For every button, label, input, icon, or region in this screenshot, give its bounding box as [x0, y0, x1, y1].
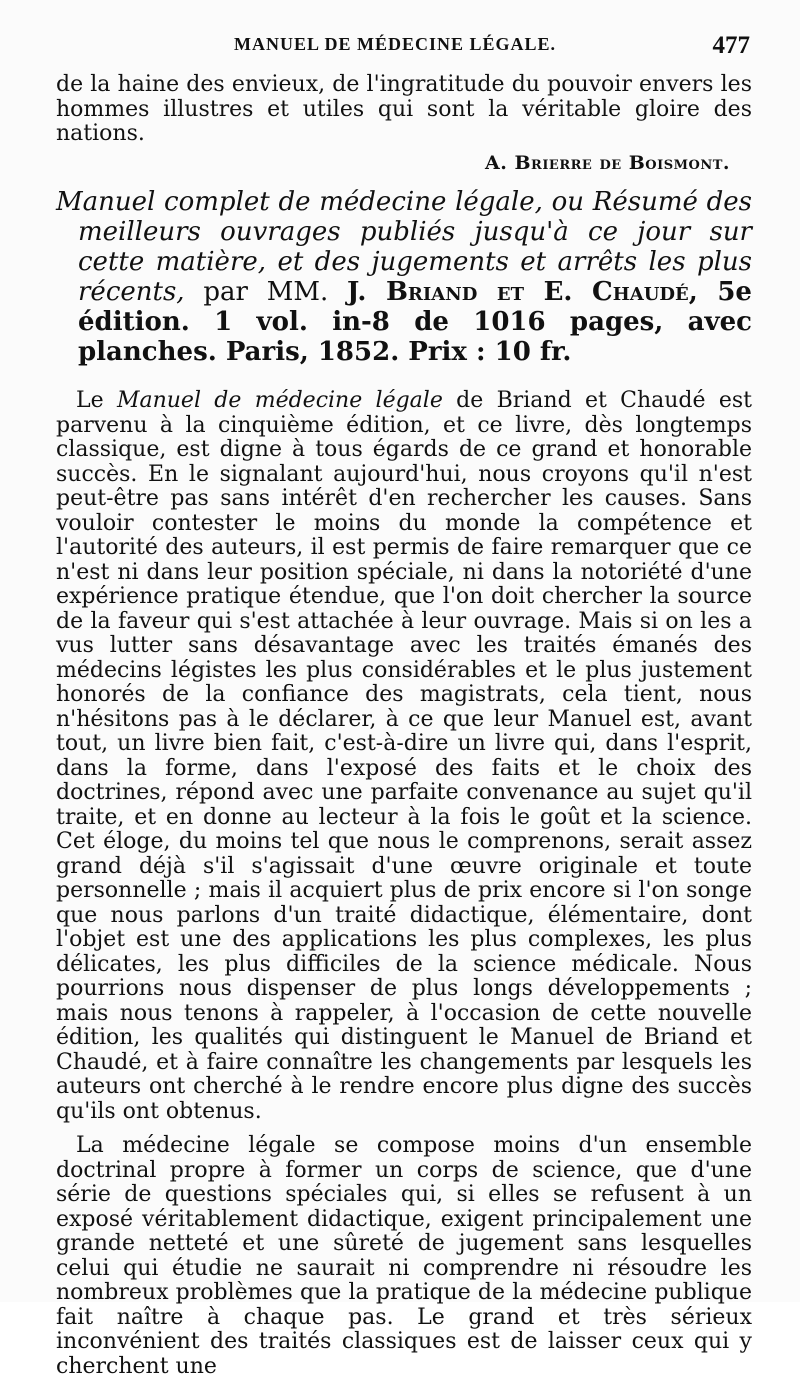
book-publication: , 5e édition. 1 vol. in-8 de 1016 pages, avec planches. Paris, 1852. Prix : 10 fr. — [78, 277, 752, 367]
book-title: Manuel complet de médecine légale, ou Résumé des meilleurs ouvrages publiés jusqu'à ce jour sur cette matière, et des jugements et arrêts les plus récents, — [56, 187, 752, 307]
p1-lead: Le — [76, 388, 117, 413]
signature — [56, 151, 730, 176]
book-by: par MM. — [184, 277, 348, 307]
p1-title: Manuel de médecine légale — [116, 388, 443, 413]
running-header — [56, 34, 752, 64]
book-entry — [56, 187, 752, 367]
paragraph-1 — [56, 389, 752, 1124]
page-number: 477 — [712, 32, 750, 59]
book-authors: J. Briand et E. Chaudé — [347, 277, 689, 307]
signature-initial: A. — [484, 151, 508, 174]
quote-end-paragraph: de la haine des envieux, de l'ingratitude du pouvoir envers les hommes illustres et utiles qui sont la véritable gloire des nations. — [56, 72, 752, 146]
body-text — [56, 73, 752, 1379]
paragraph-2: La médecine légale se compose moins d'un ensemble doctrinal propre à former un corps de science, que d'une série de questions spéciales qui, si elles se refusent à un exposé véritablement didactique, exigent principalement une grande netteté et une sûreté de jugement sans lesquelles celui qui étudie ne saurait ni comprendre ni résoudre les nombreux problèmes que la pratique de la médecine publique fait naître à chaque pas. Le grand et très sérieux inconvénient des traités classiques est de laisser ceux qui y cherchent une — [56, 1133, 752, 1379]
header-title: MANUEL DE MÉDECINE LÉGALE. — [234, 34, 557, 54]
p1-rest: de Briand et Chaudé est parvenu à la cinquième édition, et ce livre, dès longtemps classique, est digne à tous égards de ce grand et honorable succès. En le signalant aujourd'hui, nous croyons qu'il n'est peut-être pas sans intérêt d'en rechercher les causes. Sans vouloir contester le moins du monde la compétence et l'autorité des auteurs, il est permis de faire remarquer que ce n'est ni dans leur position spéciale, ni dans la notoriété d'une expérience pratique étendue, que l'on doit chercher la source de la faveur qui s'est attachée à leur ouvrage. Mais si on les a vus lutter sans désavantage avec les traités émanés des médecins légistes les plus considérables et le plus justement honorés de la confiance des magistrats, cela tient, nous n'hésitons pas à le déclarer, à ce que leur Manuel est, avant tout, un livre bien fait, c'est-à-dire un livre qui, dans l'esprit, dans la forme, dans l'exposé des faits et le choix des doctrines, répond avec une parfaite convenance au sujet qu'il traite, et en donne au lecteur à la fois le goût et la science. Cet éloge, du moins tel que nous le comprenons, serait assez grand déjà s'il s'agissait d'une œuvre originale et toute personnelle ; mais il acquiert plus de prix encore si l'on songe que nous parlons d'un traité didactique, élémentaire, dont l'objet est une des applications les plus complexes, les plus délicates, les plus difficiles de la science médicale. Nous pourrions nous dispenser de plus longs développements ; mais nous tenons à rappeler, à l'occasion de cette nouvelle édition, les qualités qui distinguent le Manuel de Briand et Chaudé, et à faire connaître les changements par lesquels les auteurs ont cherché à le rendre encore plus digne des succès qu'ils ont obtenus. — [56, 388, 752, 1124]
signature-name: Brierre de Boismont. — [514, 151, 730, 174]
